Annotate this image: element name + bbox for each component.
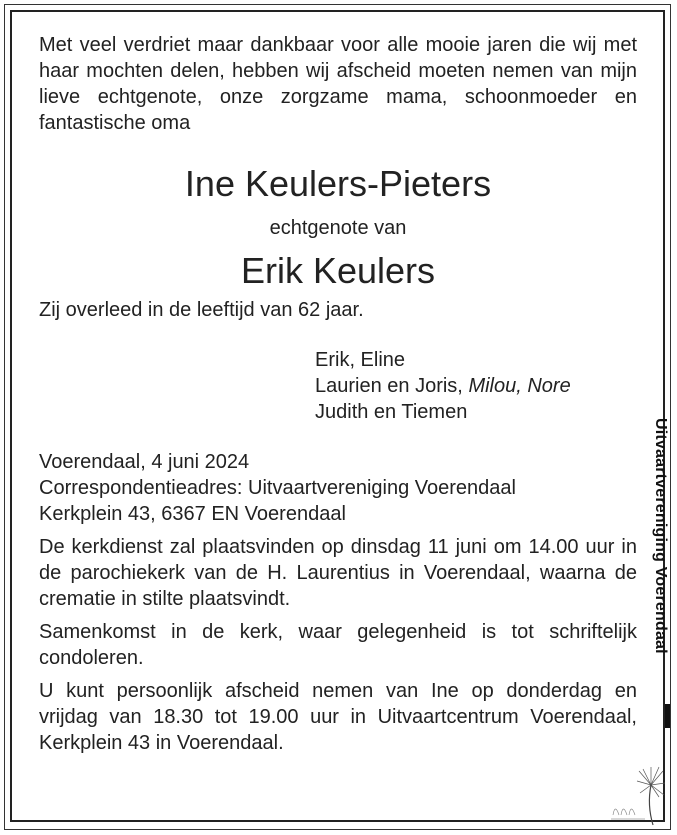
gathering-text: Samenkomst in de kerk, waar gelegenheid is tot schriftelijk condoleren. bbox=[39, 621, 637, 669]
publisher-bar bbox=[665, 704, 670, 728]
address-block bbox=[39, 449, 637, 527]
grandchildren-names: Milou, Nore bbox=[468, 375, 571, 397]
place-date: Voerendaal, 4 juni 2024 bbox=[39, 451, 250, 473]
family-list bbox=[315, 347, 637, 425]
farewell-text: U kunt persoonlijk afscheid nemen van Ine op donderdag en vrijdag van 18.30 tot 19.00 uur in Uitvaartcentrum Voerendaal, Kerkplein 43 in Voerendaal. bbox=[39, 680, 637, 754]
intro-text: Met veel verdriet maar dankbaar voor alle mooie jaren die wij met haar mochten delen, hebben wij afscheid moeten nemen van mijn lieve echtgenote, onze zorgzame mama, schoonmoeder en fantastische oma bbox=[39, 34, 637, 134]
obituary-text bbox=[39, 32, 637, 756]
publisher-name: Uitvaartvereniging Voerendaal bbox=[652, 418, 669, 654]
family-line-1: Erik, Eline bbox=[315, 349, 406, 371]
deceased-name: Ine Keulers-Pieters bbox=[184, 163, 492, 204]
spouse-name: Erik Keulers bbox=[240, 250, 436, 291]
publisher-vertical-label bbox=[651, 418, 673, 718]
relation-text: echtgenote van bbox=[269, 217, 407, 239]
service-text: De kerkdienst zal plaatsvinden op dinsdag 11 juni om 14.00 uur in de parochiekerk van de H. Laurentius in Voerendaal, waarna de crematie in stilte plaatsvindt. bbox=[39, 536, 637, 610]
age-line: Zij overleed in de leeftijd van 62 jaar. bbox=[39, 299, 364, 321]
dandelion-icon bbox=[607, 765, 667, 827]
address-line: Kerkplein 43, 6367 EN Voerendaal bbox=[39, 503, 346, 525]
family-line-3: Judith en Tiemen bbox=[315, 401, 468, 423]
family-line-2: Laurien en Joris, Milou, Nore bbox=[315, 375, 571, 397]
correspondence-line: Correspondentieadres: Uitvaartvereniging Voerendaal bbox=[39, 477, 516, 499]
